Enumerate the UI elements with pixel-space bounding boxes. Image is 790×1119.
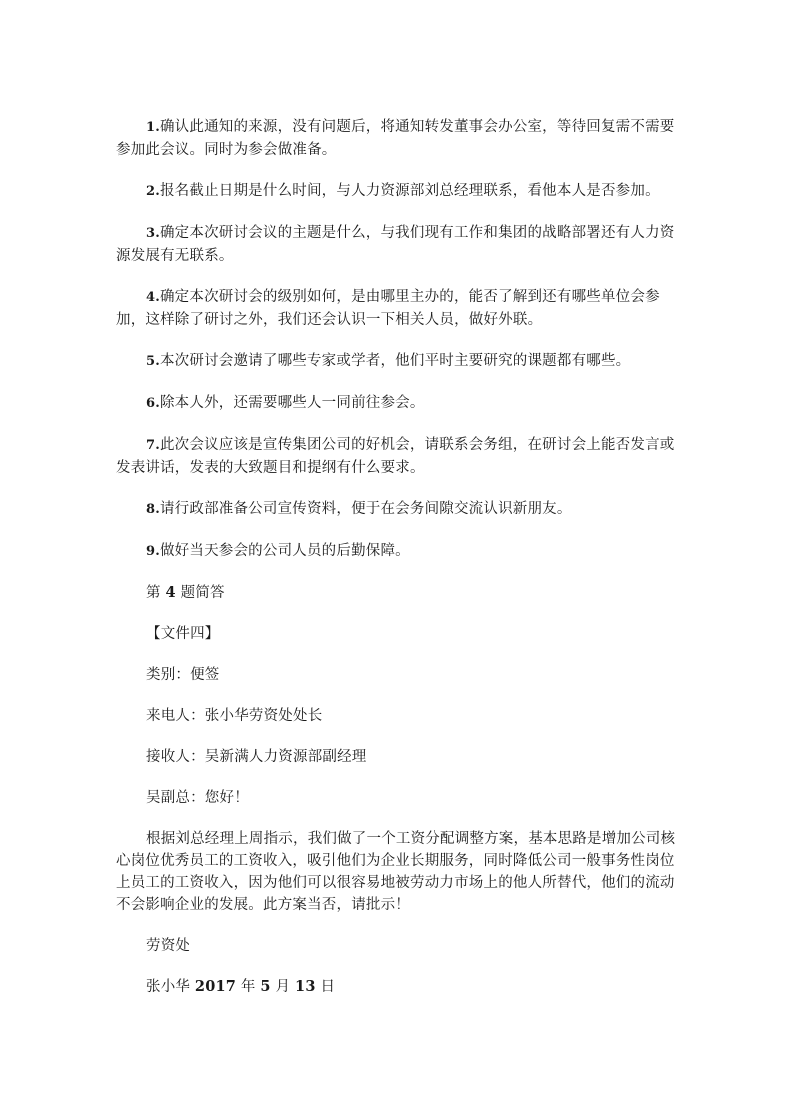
memo-department: 劳资处 — [146, 938, 191, 954]
question-suffix: 题简答 — [180, 585, 225, 601]
item-text: 确定本次研讨会议的主题是什么，与我们现有工作和集团的战略部署还有人力资源发展有无联系。 — [116, 225, 675, 264]
question-prefix: 第 — [146, 585, 161, 601]
item-text: 请行政部准备公司宣传资料，便于在会务间隙交流认识新朋友。 — [159, 501, 572, 517]
signature-day-unit: 日 — [320, 979, 336, 995]
memo-signature — [116, 976, 676, 998]
item-text: 做好当天参会的公司人员的后勤保障。 — [159, 543, 410, 559]
list-item — [116, 286, 676, 331]
item-number: 6. — [146, 396, 160, 411]
item-number: 9. — [146, 544, 160, 559]
list-item — [116, 434, 676, 479]
file-title: 【文件四】 — [146, 626, 220, 642]
list-item — [116, 350, 676, 373]
list-item — [116, 540, 676, 563]
item-number: 3. — [146, 226, 160, 241]
signature-year: 2017 — [194, 978, 237, 995]
item-number: 2. — [146, 184, 160, 199]
item-number: 7. — [146, 438, 160, 453]
memo-receiver: 接收人：吴新满人力资源部副经理 — [146, 749, 367, 765]
memo-greeting: 吴副总：您好！ — [146, 790, 249, 806]
item-text: 此次会议应该是宣传集团公司的好机会，请联系会务组，在研讨会上能否发言或发表讲话，发表的大致题目和提纲有什么要求。 — [116, 437, 675, 476]
item-number: 4. — [146, 290, 160, 305]
question-heading — [116, 582, 676, 604]
list-item — [116, 222, 676, 267]
memo-caller: 来电人：张小华劳资处处长 — [146, 708, 323, 724]
item-number: 8. — [146, 502, 160, 517]
list-item — [116, 180, 676, 203]
item-number: 5. — [146, 354, 160, 369]
item-text: 报名截止日期是什么时间，与人力资源部刘总经理联系，看他本人是否参加。 — [159, 183, 660, 199]
item-text: 除本人外，还需要哪些人一同前往参会。 — [159, 395, 425, 411]
signature-month: 5 — [260, 978, 271, 995]
signature-month-unit: 月 — [275, 979, 291, 995]
signature-name: 张小华 — [146, 979, 191, 995]
document-content — [116, 116, 676, 1017]
memo-category: 类别：便签 — [146, 667, 220, 683]
list-item — [116, 498, 676, 521]
memo-body: 根据刘总经理上周指示，我们做了一个工资分配调整方案，基本思路是增加公司核心岗位优秀员工的工资收入，吸引他们为企业长期服务，同时降低公司一般事务性岗位上员工的工资收入，因为他们可以很容易地被劳动力市场上的他人所替代，他们的流动不会影响企业的发展。此方案当否，请批示！ — [116, 831, 676, 913]
signature-year-unit: 年 — [240, 979, 256, 995]
signature-day: 13 — [295, 978, 316, 995]
item-number: 1. — [146, 120, 160, 135]
list-item — [116, 392, 676, 415]
item-text: 确认此通知的来源，没有问题后，将通知转发董事会办公室，等待回复需不需要参加此会议。同时为参会做准备。 — [116, 119, 675, 158]
question-number: 4 — [165, 584, 176, 601]
item-text: 确定本次研讨会的级别如何，是由哪里主办的，能否了解到还有哪些单位会参加，这样除了研讨之外，我们还会认识一下相关人员，做好外联。 — [116, 289, 660, 328]
item-text: 本次研讨会邀请了哪些专家或学者，他们平时主要研究的课题都有哪些。 — [159, 353, 631, 369]
list-item — [116, 116, 676, 161]
